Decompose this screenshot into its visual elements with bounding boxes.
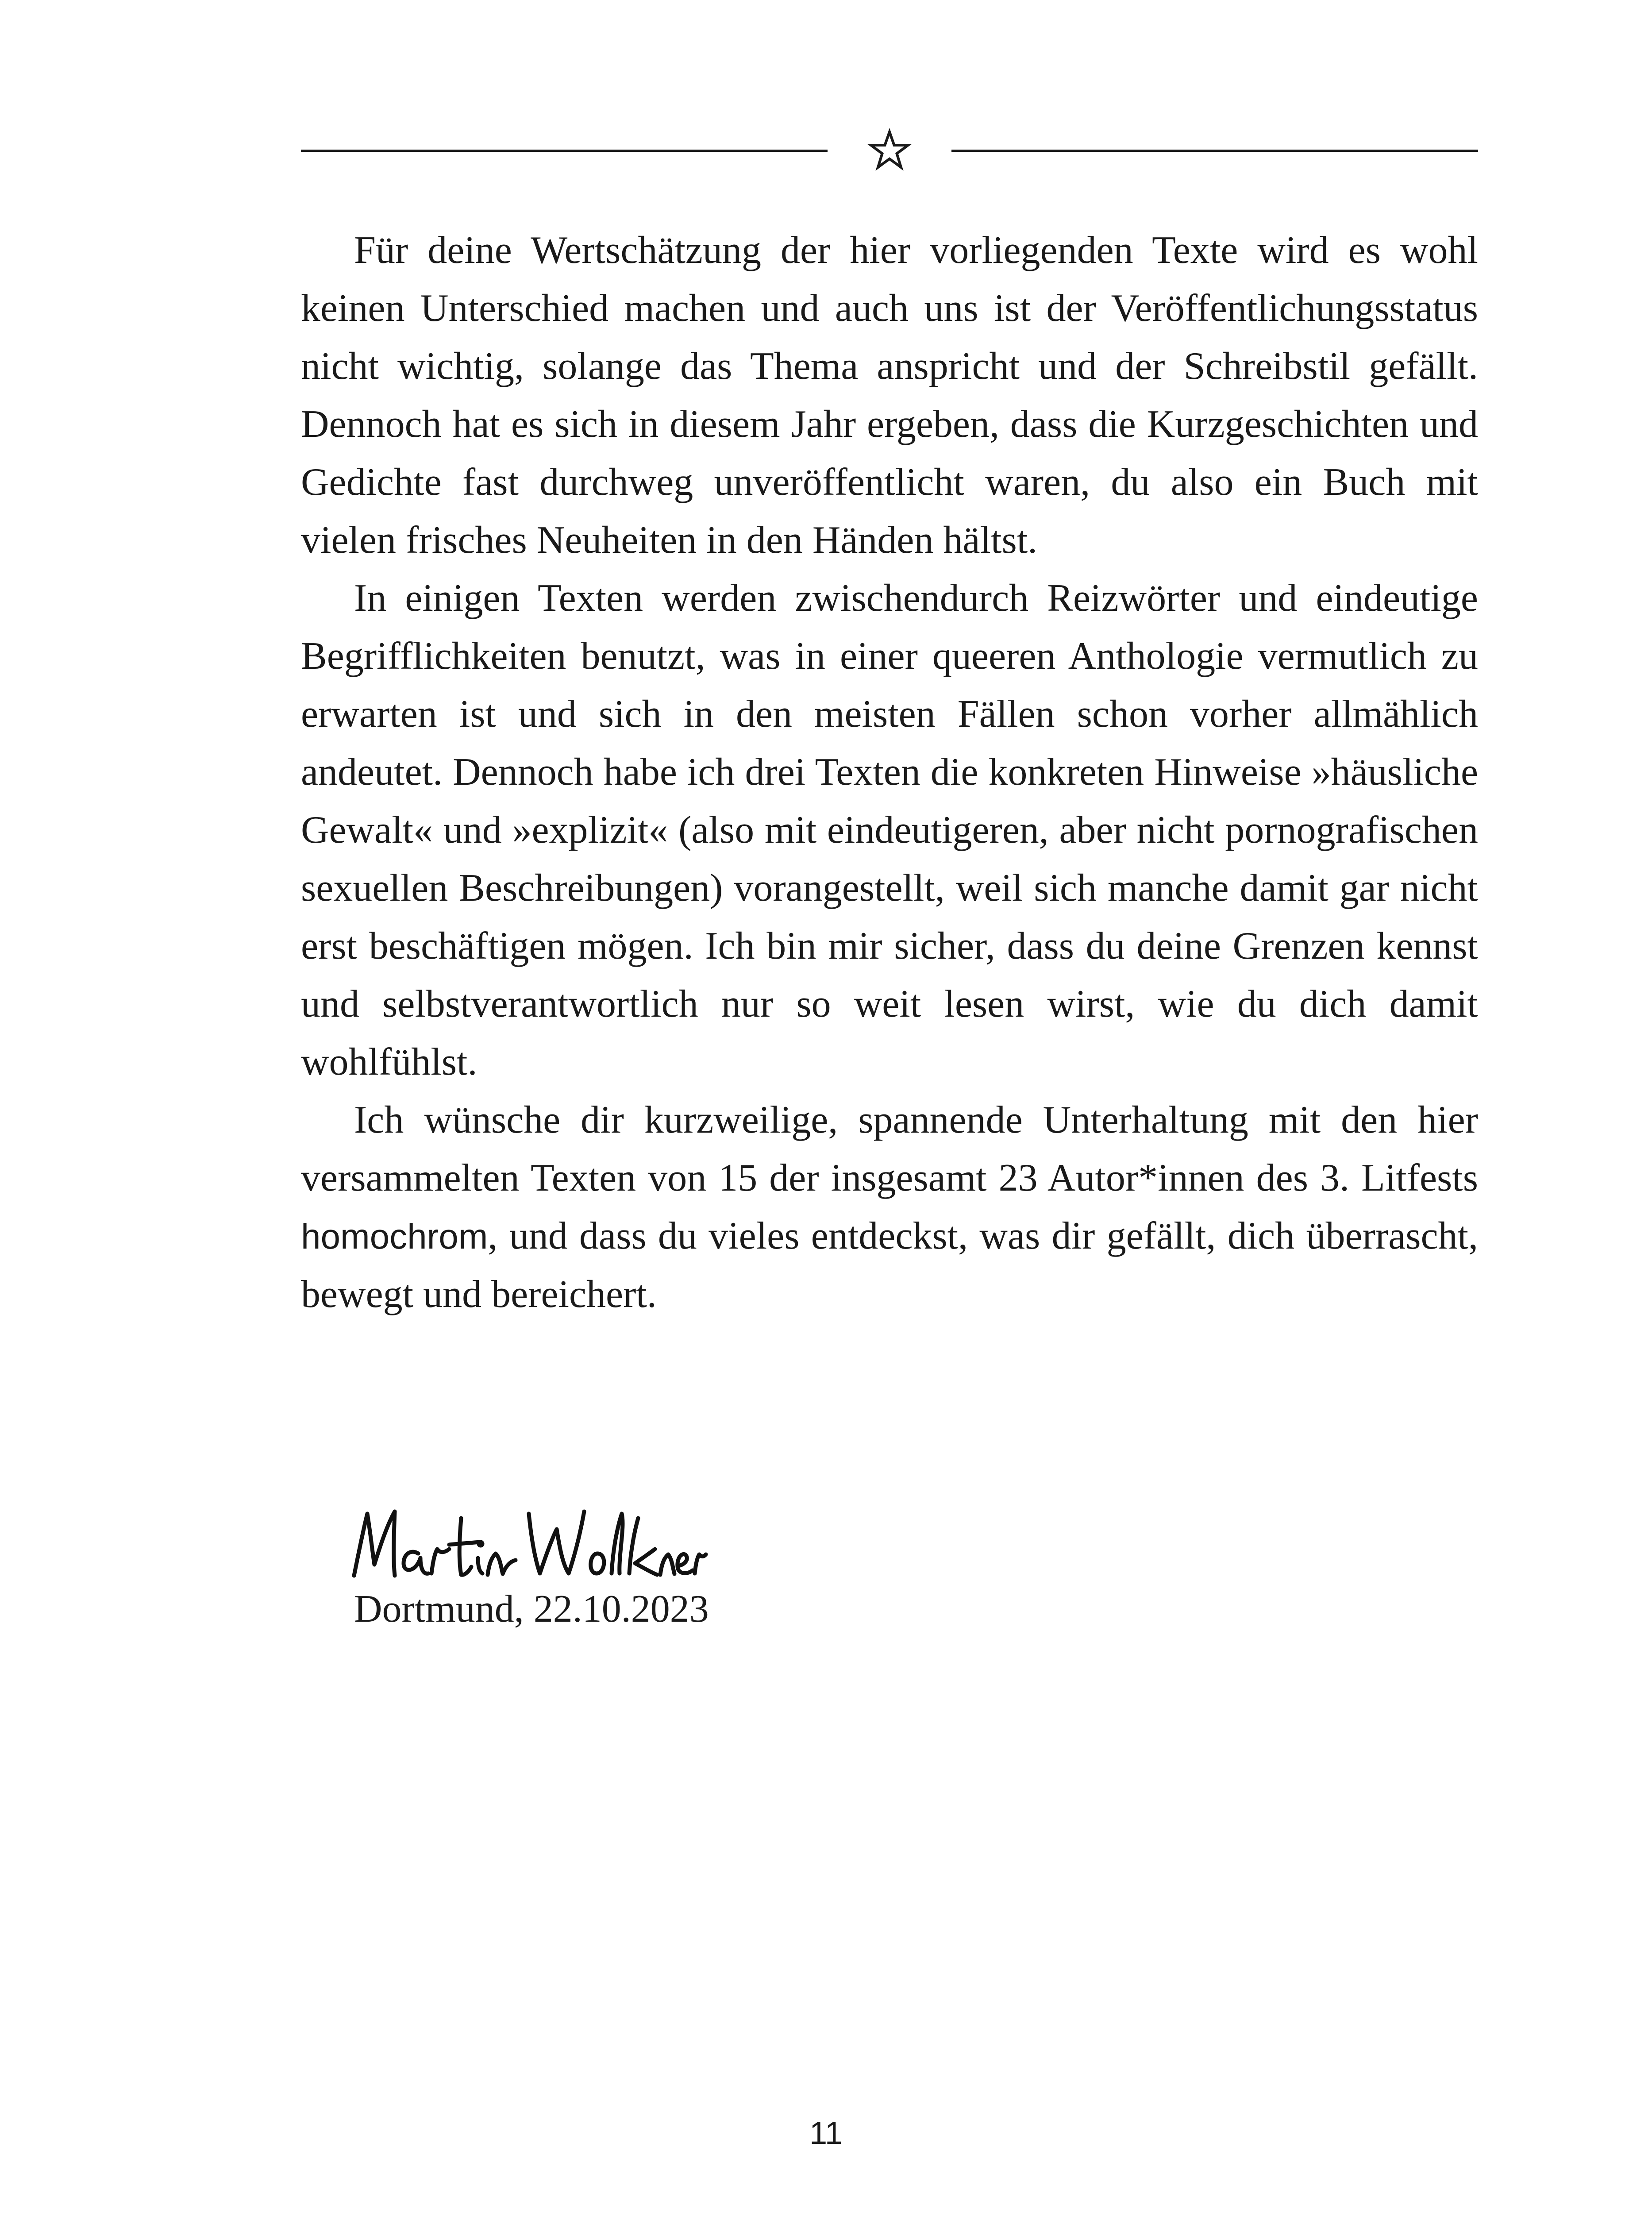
ornament-rule-right <box>951 150 1478 152</box>
paragraph-3 <box>301 1091 1478 1323</box>
ornament-rule-left <box>301 150 828 152</box>
paragraph-2: In einigen Texten werden zwischendurch Reizwörter und eindeutige Begrifflichkeiten benutzt, was in einer queeren Anthologie vermutlich zu erwarten ist und sich in den meisten Fällen schon vorher allmählich andeutet. Dennoch habe ich drei Texten die konkreten Hinweise »häusliche Gewalt« und »explizit« (also mit eindeutigeren, aber nicht pornografischen sexuellen Beschreibungen) vorangestellt, weil sich manche damit gar nicht erst beschäftigen mögen. Ich bin mir sicher, dass du deine Grenzen kennst und selbstverantwortlich nur so weit lesen wirst, wie du dich damit wohlfühlst. <box>301 577 1478 1083</box>
body-text <box>301 221 1478 1323</box>
paragraph-3-text-before: Ich wünsche dir kurzweilige, spannende Unterhaltung mit den hier versammelten Texten von 15 der insgesamt 23 Autor*innen des 3. Litfests <box>301 1099 1478 1199</box>
paragraph-1: Für deine Wertschätzung der hier vorliegenden Texte wird es wohl keinen Unterschied machen und auch uns ist der Veröffentlichungsstatus nicht wichtig, solange das Thema anspricht und der Schreibstil gefällt. Dennoch hat es sich in diesem Jahr ergeben, dass die Kurzgeschichten und Gedichte fast durchweg unveröffentlicht waren, du also ein Buch mit vielen frisches Neuheiten in den Händen hältst. <box>301 229 1478 562</box>
brand-name: homochrom <box>301 1217 488 1256</box>
section-ornament <box>301 128 1478 173</box>
star-outline-icon <box>867 128 912 173</box>
paragraph-3-text-after: , und dass du vieles entdeckst, was dir gefällt, dich überrascht, bewegt und bereichert. <box>301 1214 1478 1316</box>
handwritten-signature <box>345 1487 708 1593</box>
page-number: 11 <box>809 2116 843 2151</box>
signature-place-date: Dortmund, 22.10.2023 <box>354 1588 709 1631</box>
